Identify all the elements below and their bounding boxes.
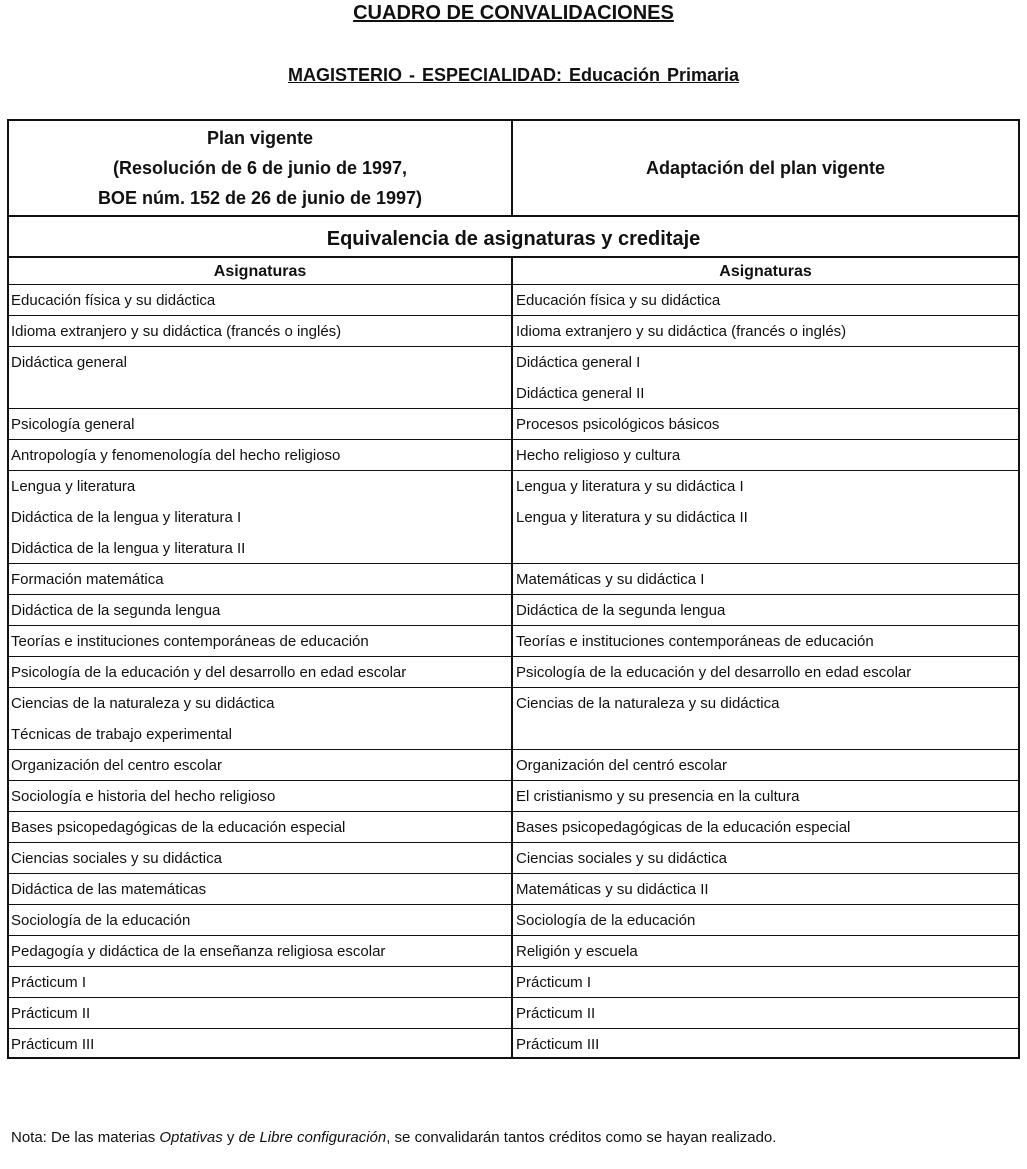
cell-current-plan xyxy=(11,440,509,471)
subject-name: Ciencias sociales y su didáctica xyxy=(11,850,222,867)
subject-name xyxy=(11,378,509,409)
cell-current-plan xyxy=(11,657,509,688)
cell-adaptation xyxy=(516,874,1014,905)
cell-adaptation xyxy=(516,409,1014,440)
cell-current-plan xyxy=(11,905,509,936)
table-row xyxy=(9,688,1018,750)
cell-adaptation xyxy=(516,657,1014,688)
table-row xyxy=(9,626,1018,657)
cell-adaptation xyxy=(516,688,1014,750)
cell-current-plan xyxy=(11,967,509,998)
column-header-right: Asignaturas xyxy=(513,258,1018,285)
table-row xyxy=(9,1029,1018,1060)
document-title: CUADRO DE CONVALIDACIONES xyxy=(353,2,674,24)
table-row xyxy=(9,843,1018,874)
subject-name: Lengua y literatura y su didáctica I xyxy=(516,478,744,495)
note-prefix: Nota: De las materias xyxy=(11,1129,160,1146)
subject-name: Didáctica general I xyxy=(516,354,641,371)
subject-name: Bases psicopedagógicas de la educación especial xyxy=(516,819,851,836)
cell-adaptation xyxy=(516,626,1014,657)
cell-adaptation xyxy=(516,1029,1014,1060)
cell-current-plan xyxy=(11,812,509,843)
table-row xyxy=(9,440,1018,471)
subject-name xyxy=(516,533,1014,564)
subject-name: Teorías e instituciones contemporáneas de educación xyxy=(516,633,874,650)
subject-name: Técnicas de trabajo experimental xyxy=(11,726,232,743)
subject-name: Prácticum I xyxy=(11,974,87,991)
subject-name: Religión y escuela xyxy=(516,943,638,960)
subject-name: Psicología de la educación y del desarrollo en edad escolar xyxy=(11,664,407,681)
subject-name: Lengua y literatura xyxy=(11,478,136,495)
note-libre-configuracion: de Libre configuración xyxy=(238,1129,387,1146)
cell-current-plan xyxy=(11,564,509,595)
table-row xyxy=(9,781,1018,812)
subject-name: Matemáticas y su didáctica I xyxy=(516,571,705,588)
subject-name: Ciencias sociales y su didáctica xyxy=(516,850,727,867)
subject-name: Didáctica de la lengua y literatura II xyxy=(11,540,246,557)
subject-name: Procesos psicológicos básicos xyxy=(516,416,720,433)
subject-name: Prácticum III xyxy=(516,1036,600,1053)
note-suffix: , se convalidarán tantos créditos como se hayan realizado. xyxy=(386,1129,777,1146)
table-body xyxy=(9,285,1018,1057)
cell-current-plan xyxy=(11,843,509,874)
header-current-plan-line2: (Resolución de 6 de junio de 1997, xyxy=(112,158,408,178)
cell-adaptation xyxy=(516,998,1014,1029)
note-optativas: Optativas xyxy=(159,1129,223,1146)
table-row xyxy=(9,564,1018,595)
table-row xyxy=(9,812,1018,843)
cell-adaptation xyxy=(516,440,1014,471)
subject-name: Educación física y su didáctica xyxy=(11,292,216,309)
table-row xyxy=(9,874,1018,905)
subject-name: Ciencias de la naturaleza y su didáctica xyxy=(11,695,275,712)
header-current-plan-line1: Plan vigente xyxy=(206,128,314,148)
cell-current-plan xyxy=(11,471,509,564)
table-row xyxy=(9,657,1018,688)
note-middle: y xyxy=(222,1129,239,1146)
subject-name: Sociología de la educación xyxy=(11,912,191,929)
subject-name: Organización del centro escolar xyxy=(11,757,222,774)
cell-current-plan xyxy=(11,595,509,626)
table-row xyxy=(9,750,1018,781)
cell-adaptation xyxy=(516,781,1014,812)
cell-adaptation xyxy=(516,347,1014,409)
document-subtitle: MAGISTERIO - ESPECIALIDAD: Educación Primaria xyxy=(287,65,740,85)
subject-name: Prácticum I xyxy=(516,974,592,991)
cell-current-plan xyxy=(11,781,509,812)
column-header-left: Asignaturas xyxy=(9,258,513,285)
subject-name: Prácticum II xyxy=(516,1005,596,1022)
subject-name: Didáctica general xyxy=(11,354,127,371)
cell-adaptation xyxy=(516,316,1014,347)
cell-current-plan xyxy=(11,347,509,409)
subject-name: Bases psicopedagógicas de la educación especial xyxy=(11,819,346,836)
subject-name: Didáctica de la lengua y literatura I xyxy=(11,509,242,526)
cell-current-plan xyxy=(11,1029,509,1060)
cell-adaptation xyxy=(516,843,1014,874)
subject-name: Sociología de la educación xyxy=(516,912,696,929)
convalidation-table xyxy=(7,119,1020,1059)
cell-current-plan xyxy=(11,874,509,905)
subject-name: Lengua y literatura y su didáctica II xyxy=(516,509,748,526)
cell-adaptation xyxy=(516,595,1014,626)
cell-current-plan xyxy=(11,936,509,967)
subject-name: El cristianismo y su presencia en la cultura xyxy=(516,788,800,805)
subject-name: Prácticum III xyxy=(11,1036,95,1053)
table-row xyxy=(9,471,1018,564)
subject-name: Formación matemática xyxy=(11,571,164,588)
cell-adaptation xyxy=(516,750,1014,781)
header-current-plan xyxy=(9,121,513,215)
subject-name: Hecho religioso y cultura xyxy=(516,447,681,464)
cell-adaptation xyxy=(516,285,1014,316)
subject-name: Psicología general xyxy=(11,416,135,433)
subject-name: Idioma extranjero y su didáctica (francés o inglés) xyxy=(11,323,342,340)
cell-current-plan xyxy=(11,750,509,781)
table-row xyxy=(9,998,1018,1029)
table-row xyxy=(9,905,1018,936)
subject-name: Antropología y fenomenología del hecho religioso xyxy=(11,447,341,464)
subject-name: Pedagogía y didáctica de la enseñanza religiosa escolar xyxy=(11,943,386,960)
subject-name: Idioma extranjero y su didáctica (francés o inglés) xyxy=(516,323,847,340)
header-adaptation: Adaptación del plan vigente xyxy=(645,158,886,178)
cell-current-plan xyxy=(11,688,509,750)
table-row xyxy=(9,967,1018,998)
cell-current-plan xyxy=(11,626,509,657)
cell-current-plan xyxy=(11,409,509,440)
table-row xyxy=(9,285,1018,316)
subject-name xyxy=(516,719,1014,750)
cell-current-plan xyxy=(11,316,509,347)
subject-name: Didáctica de la segunda lengua xyxy=(516,602,726,619)
footer-note xyxy=(11,1129,776,1146)
table-row xyxy=(9,936,1018,967)
equivalence-title: Equivalencia de asignaturas y creditaje xyxy=(9,217,1018,258)
subject-name: Organización del centró escolar xyxy=(516,757,727,774)
header-current-plan-line3: BOE núm. 152 de 26 de junio de 1997) xyxy=(97,188,423,208)
table-row xyxy=(9,595,1018,626)
table-row xyxy=(9,316,1018,347)
cell-adaptation xyxy=(516,471,1014,564)
subject-name: Ciencias de la naturaleza y su didáctica xyxy=(516,695,780,712)
subject-name: Teorías e instituciones contemporáneas de educación xyxy=(11,633,369,650)
subject-name: Matemáticas y su didáctica II xyxy=(516,881,709,898)
subject-name: Didáctica general II xyxy=(516,385,645,402)
subject-name: Didáctica de las matemáticas xyxy=(11,881,207,898)
subject-name: Psicología de la educación y del desarrollo en edad escolar xyxy=(516,664,912,681)
cell-adaptation xyxy=(516,564,1014,595)
table-row xyxy=(9,409,1018,440)
cell-adaptation xyxy=(516,967,1014,998)
subject-name: Didáctica de la segunda lengua xyxy=(11,602,221,619)
cell-adaptation xyxy=(516,905,1014,936)
table-header-row xyxy=(9,121,1018,217)
table-row xyxy=(9,347,1018,409)
cell-current-plan xyxy=(11,998,509,1029)
cell-adaptation xyxy=(516,936,1014,967)
subject-name: Prácticum II xyxy=(11,1005,91,1022)
cell-current-plan xyxy=(11,285,509,316)
subject-name: Sociología e historia del hecho religioso xyxy=(11,788,276,805)
cell-adaptation xyxy=(516,812,1014,843)
subject-name: Educación física y su didáctica xyxy=(516,292,721,309)
